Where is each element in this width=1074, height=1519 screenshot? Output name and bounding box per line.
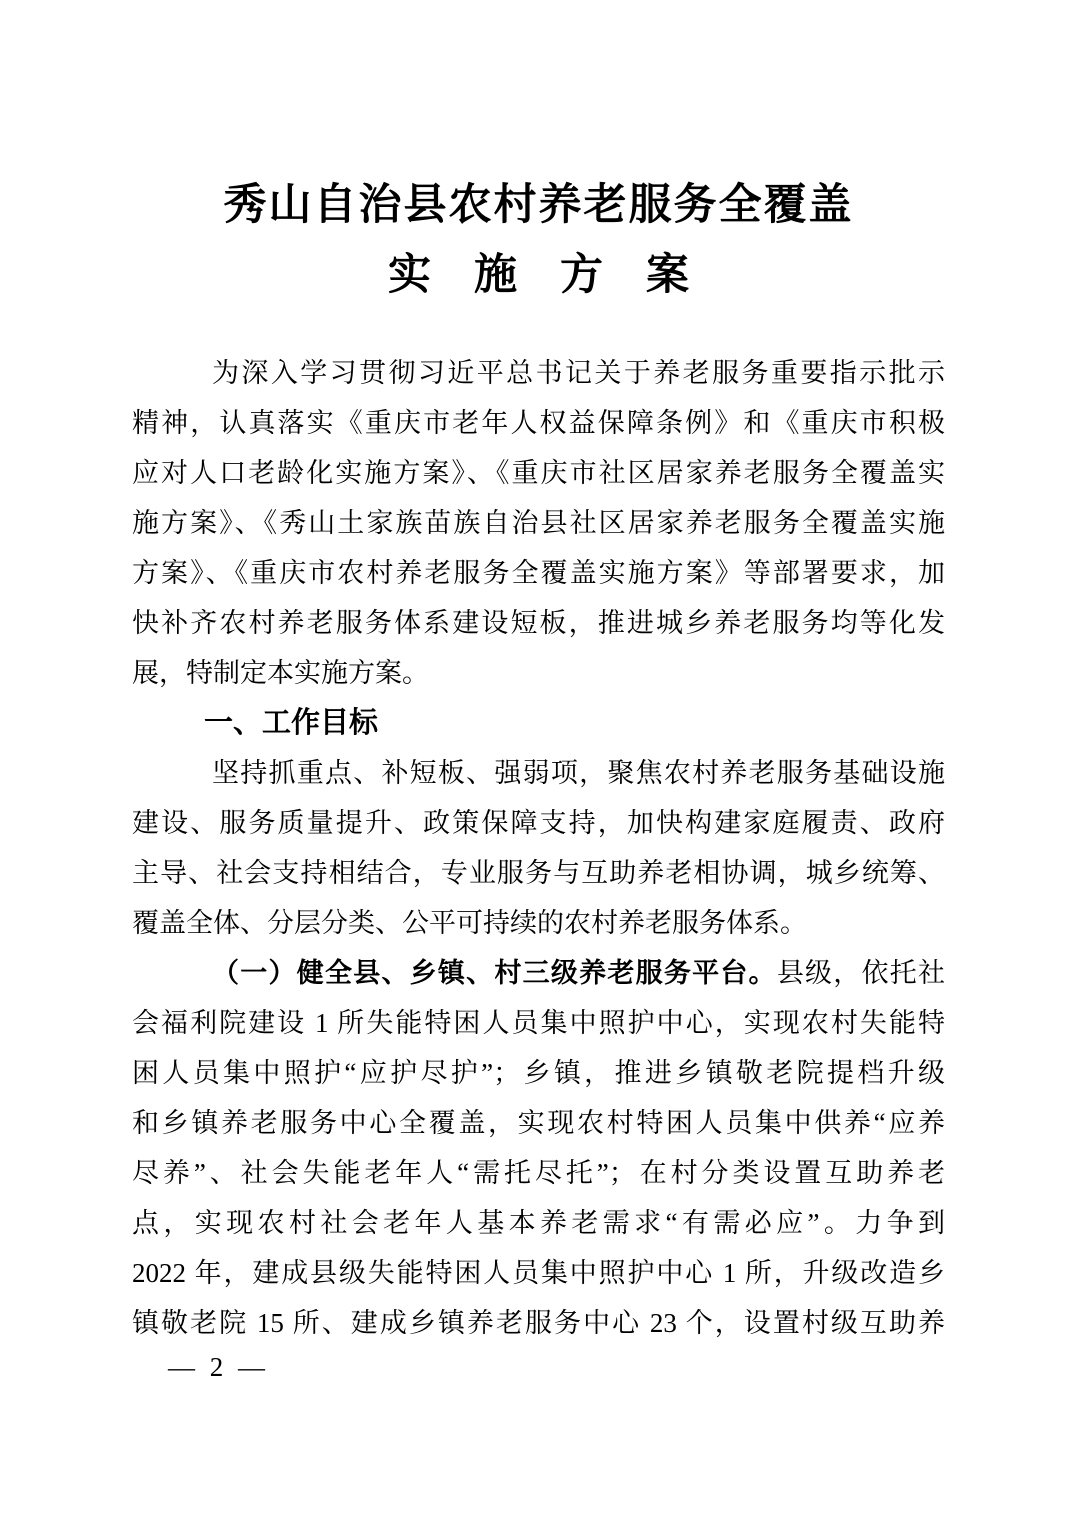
text-run: 县级，依托社 (776, 958, 946, 988)
text-line (132, 448, 945, 498)
text-run: 坚持抓重点、补短板、强弱项，聚焦农村养老服务基础设施 (212, 758, 945, 788)
text-line (132, 398, 945, 448)
text-line (132, 498, 945, 548)
text-line (132, 1198, 945, 1248)
text-line (132, 848, 945, 898)
text-line (132, 548, 945, 598)
text-run: 2022 年，建成县级失能特困人员集中照护中心 1 所，升级改造乡 (132, 1258, 945, 1288)
text-line (132, 748, 945, 798)
text-run: 主导、社会支持相结合，专业服务与互助养老相协调，城乡统筹、 (132, 858, 945, 888)
text-line (132, 1048, 945, 1098)
section-heading: 一、工作目标 (204, 707, 379, 739)
text-line (132, 1298, 945, 1348)
text-run: 为深入学习贯彻习近平总书记关于养老服务重要指示批示 (212, 358, 945, 388)
page-number: — 2 — (168, 1352, 269, 1382)
text-run: 和乡镇养老服务中心全覆盖，实现农村特困人员集中供养“应养 (132, 1108, 945, 1138)
document-title (132, 180, 945, 302)
document-title-line-1: 秀山自治县农村养老服务全覆盖 (223, 182, 854, 229)
text-line (132, 1098, 945, 1148)
text-line (132, 998, 945, 1048)
text-run: 建设、服务质量提升、政策保障支持，加快构建家庭履责、政府 (132, 808, 945, 838)
text-line (132, 948, 945, 998)
text-run: 展，特制定本实施方案。 (132, 658, 429, 688)
text-run: 应对人口老龄化实施方案》、《重庆市社区居家养老服务全覆盖实 (132, 458, 945, 488)
text-line (132, 648, 945, 698)
text-line (132, 798, 945, 848)
document-body (132, 348, 945, 1348)
text-run: 快补齐农村养老服务体系建设短板，推进城乡养老服务均等化发 (132, 608, 945, 638)
text-run: 困人员集中照护“应护尽护”；乡镇，推进乡镇敬老院提档升级 (132, 1058, 945, 1088)
text-line (132, 898, 945, 948)
document-title-line-2: 实 施 方 案 (388, 252, 689, 299)
bold-text-run: （一）健全县、乡镇、村三级养老服务平台。 (212, 958, 777, 988)
text-run: 精神，认真落实《重庆市老年人权益保障条例》和《重庆市积极 (132, 408, 945, 438)
text-run: 方案》、《重庆市农村养老服务全覆盖实施方案》等部署要求，加 (132, 558, 945, 588)
text-line (132, 1148, 945, 1198)
text-line (132, 598, 945, 648)
text-run: 会福利院建设 1 所失能特困人员集中照护中心，实现农村失能特 (132, 1008, 945, 1038)
text-run: 点，实现农村社会老年人基本养老需求“有需必应”。力争到 (132, 1208, 945, 1238)
text-run: 覆盖全体、分层分类、公平可持续的农村养老服务体系。 (132, 908, 807, 938)
text-run: 施方案》、《秀山土家族苗族自治县社区居家养老服务全覆盖实施 (132, 508, 945, 538)
text-run: 尽养”、社会失能老年人“需托尽托”；在村分类设置互助养老 (132, 1158, 945, 1188)
text-line (132, 348, 945, 398)
text-line (132, 1248, 945, 1298)
text-run: 镇敬老院 15 所、建成乡镇养老服务中心 23 个，设置村级互助养 (132, 1308, 945, 1338)
